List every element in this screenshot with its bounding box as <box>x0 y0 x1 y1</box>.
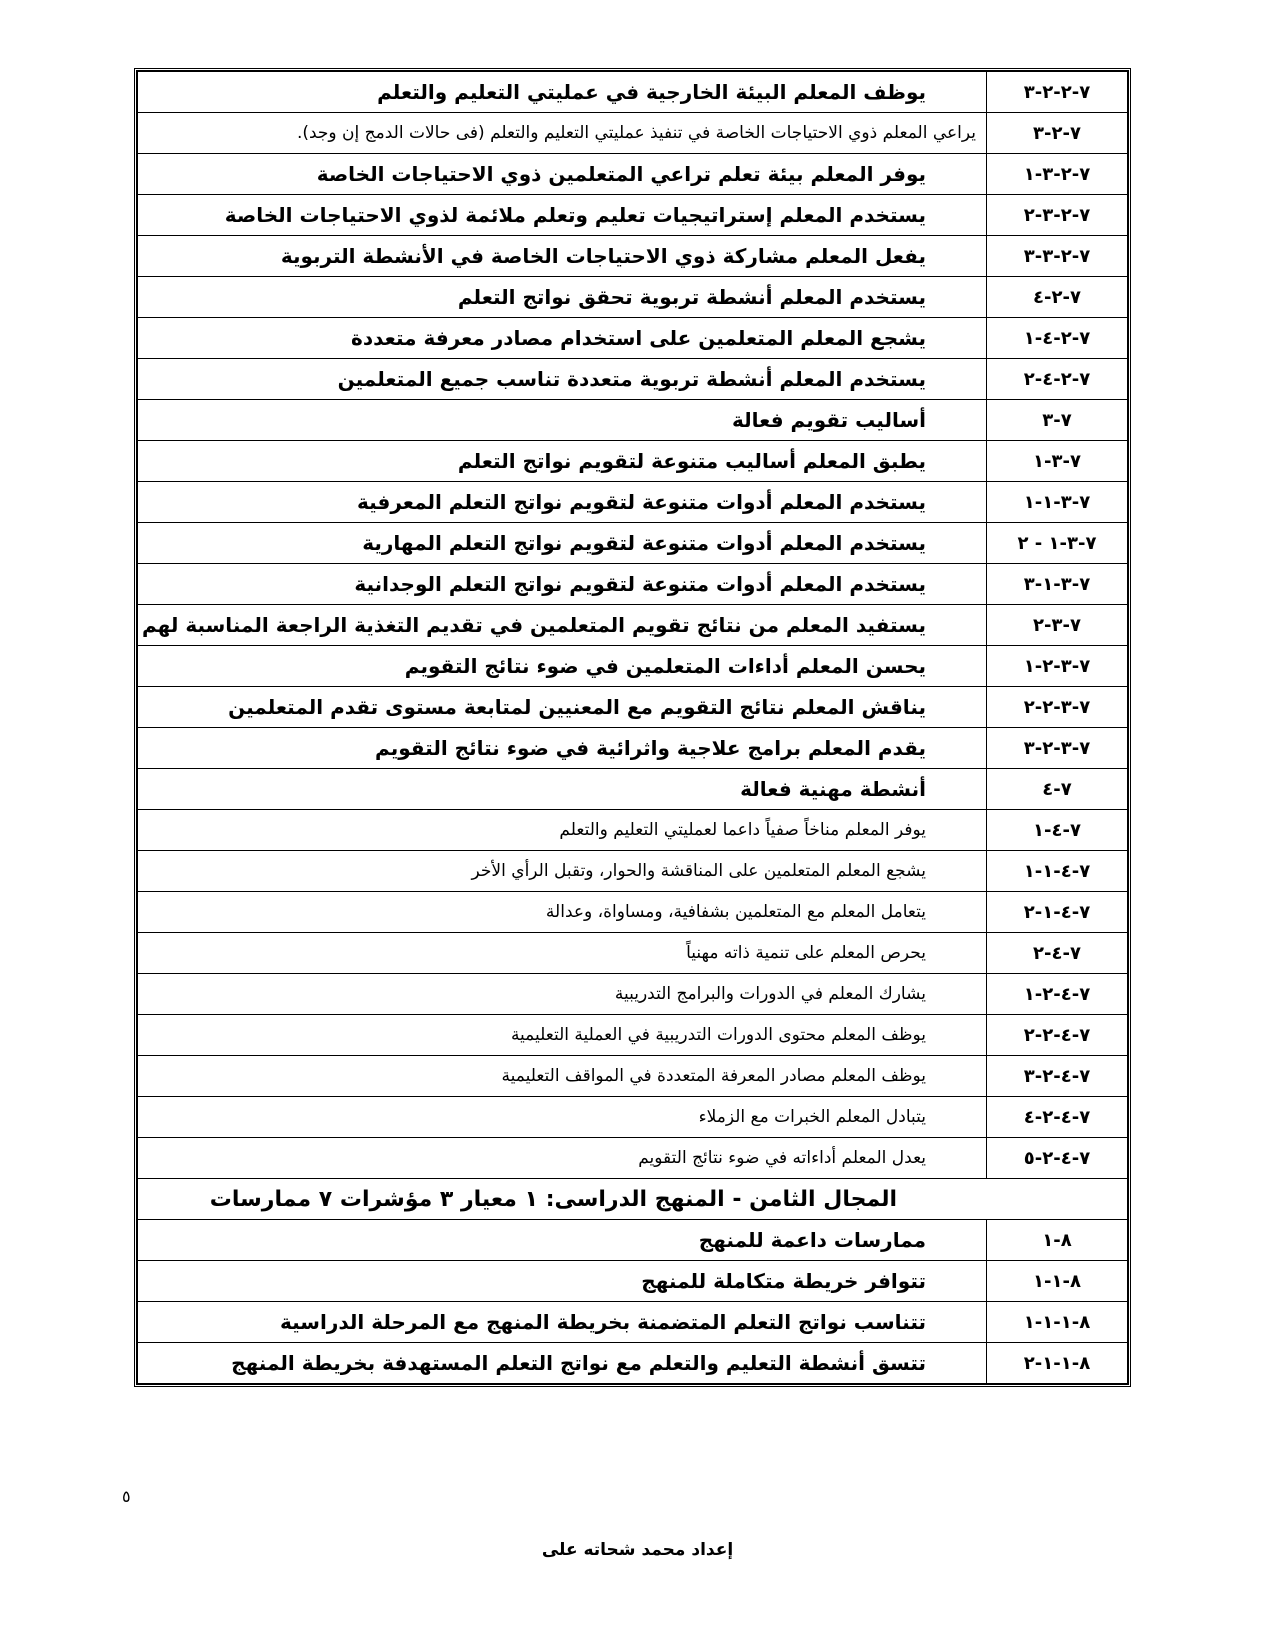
table-row <box>138 1015 1128 1056</box>
row-text: يوظف المعلم محتوى الدورات التدريبية في العملية التعليمية <box>138 1015 987 1056</box>
row-code: ٧-٢-٣-١ <box>987 154 1128 195</box>
row-code: ٨-١-١-٢ <box>987 1343 1128 1384</box>
row-text: يستفيد المعلم من نتائج تقويم المتعلمين في تقديم التغذية الراجعة المناسبة لهم <box>138 605 987 646</box>
table-row <box>138 277 1128 318</box>
row-text: أنشطة مهنية فعالة <box>138 769 987 810</box>
standards-table-frame <box>134 68 1131 1387</box>
row-text: يوفر المعلم بيئة تعلم تراعي المتعلمين ذوي الاحتياجات الخاصة <box>138 154 987 195</box>
row-code: ٨-١-١ <box>987 1261 1128 1302</box>
row-code: ٧-٤-٢-٥ <box>987 1138 1128 1179</box>
table-row <box>138 974 1128 1015</box>
table-row <box>138 851 1128 892</box>
row-text: يشجع المعلم المتعلمين على المناقشة والحوار، وتقبل الرأي الأخر <box>138 851 987 892</box>
table-row <box>138 769 1128 810</box>
row-text: يتعامل المعلم مع المتعلمين بشفافية، ومساواة، وعدالة <box>138 892 987 933</box>
row-text: أساليب تقويم فعالة <box>138 400 987 441</box>
table-row <box>138 1261 1128 1302</box>
row-code: ٧-٣-١ - ٢ <box>987 523 1128 564</box>
standards-table <box>137 71 1128 1384</box>
row-code: ٧-٢-٤-٢ <box>987 359 1128 400</box>
row-code: ٧-٣-٢-٢ <box>987 687 1128 728</box>
row-text: يقدم المعلم برامج علاجية واثرائية في ضوء نتائج التقويم <box>138 728 987 769</box>
row-text: يشجع المعلم المتعلمين على استخدام مصادر معرفة متعددة <box>138 318 987 359</box>
row-code: ٧-٣-٢-١ <box>987 646 1128 687</box>
row-code: ٧-٣-١-٣ <box>987 564 1128 605</box>
section-heading: المجال الثامن - المنهج الدراسى: ١ معيار ٣ مؤشرات ٧ ممارسات <box>138 1179 1128 1220</box>
row-text: يستخدم المعلم أنشطة تربوية تحقق نواتج التعلم <box>138 277 987 318</box>
row-text: يوظف المعلم مصادر المعرفة المتعددة في المواقف التعليمية <box>138 1056 987 1097</box>
row-text: يوظف المعلم البيئة الخارجية في عمليتي التعليم والتعلم <box>138 72 987 113</box>
table-row <box>138 482 1128 523</box>
row-code: ٧-٤-٢ <box>987 933 1128 974</box>
row-text: يعدل المعلم أداءاته في ضوء نتائج التقويم <box>138 1138 987 1179</box>
standards-table-body <box>138 72 1128 1384</box>
table-row <box>138 441 1128 482</box>
table-row <box>138 605 1128 646</box>
row-text: يستخدم المعلم أدوات متنوعة لتقويم نواتج التعلم الوجدانية <box>138 564 987 605</box>
row-text: يراعي المعلم ذوي الاحتياجات الخاصة في تنفيذ عمليتي التعليم والتعلم (فى حالات الدمج إن وجد). <box>138 113 987 154</box>
table-row <box>138 113 1128 154</box>
table-row <box>138 564 1128 605</box>
table-row <box>138 318 1128 359</box>
table-row <box>138 892 1128 933</box>
row-code: ٧-٤ <box>987 769 1128 810</box>
row-code: ٧-٣ <box>987 400 1128 441</box>
table-row <box>138 400 1128 441</box>
row-code: ٨-١-١-١ <box>987 1302 1128 1343</box>
row-text: يحسن المعلم أداءات المتعلمين في ضوء نتائج التقويم <box>138 646 987 687</box>
row-text: يستخدم المعلم أنشطة تربوية متعددة تناسب جميع المتعلمين <box>138 359 987 400</box>
footer-credit: إعداد محمد شحاته على <box>541 1540 734 1560</box>
table-row <box>138 154 1128 195</box>
row-code: ٧-٤-١-٢ <box>987 892 1128 933</box>
row-code: ٧-٣-٢ <box>987 605 1128 646</box>
row-text: يستخدم المعلم أدوات متنوعة لتقويم نواتج التعلم المهارية <box>138 523 987 564</box>
row-text: تتوافر خريطة متكاملة للمنهج <box>138 1261 987 1302</box>
row-code: ٧-٤-٢-٤ <box>987 1097 1128 1138</box>
table-row <box>138 195 1128 236</box>
row-code: ٧-٤-٢-٢ <box>987 1015 1128 1056</box>
table-row <box>138 236 1128 277</box>
row-code: ٧-٤-٢-١ <box>987 974 1128 1015</box>
row-code: ٧-٣-١ <box>987 441 1128 482</box>
section-heading-row <box>138 1179 1128 1220</box>
row-code: ٧-٢-٢-٣ <box>987 72 1128 113</box>
row-code: ٨-١ <box>987 1220 1128 1261</box>
row-code: ٧-٢-٣-٣ <box>987 236 1128 277</box>
row-code: ٧-٢-٣-٢ <box>987 195 1128 236</box>
row-text: يستخدم المعلم إستراتيجيات تعليم وتعلم ملائمة لذوي الاحتياجات الخاصة <box>138 195 987 236</box>
table-row <box>138 687 1128 728</box>
table-row <box>138 72 1128 113</box>
page-number: ٥ <box>122 1487 131 1506</box>
row-text: يحرص المعلم على تنمية ذاته مهنياً <box>138 933 987 974</box>
row-text: يستخدم المعلم أدوات متنوعة لتقويم نواتج التعلم المعرفية <box>138 482 987 523</box>
table-row <box>138 1302 1128 1343</box>
table-row <box>138 523 1128 564</box>
row-text: يتبادل المعلم الخبرات مع الزملاء <box>138 1097 987 1138</box>
row-text: تتسق أنشطة التعليم والتعلم مع نواتج التعلم المستهدفة بخريطة المنهج <box>138 1343 987 1384</box>
row-text: يفعل المعلم مشاركة ذوي الاحتياجات الخاصة في الأنشطة التربوية <box>138 236 987 277</box>
table-row <box>138 646 1128 687</box>
row-text: ممارسات داعمة للمنهج <box>138 1220 987 1261</box>
row-code: ٧-٢-٤ <box>987 277 1128 318</box>
row-text: يوفر المعلم مناخاً صفياً داعما لعمليتي التعليم والتعلم <box>138 810 987 851</box>
table-row <box>138 359 1128 400</box>
row-code: ٧-٢-٤-١ <box>987 318 1128 359</box>
row-text: يناقش المعلم نتائج التقويم مع المعنيين لمتابعة مستوى تقدم المتعلمين <box>138 687 987 728</box>
row-code: ٧-٤-١ <box>987 810 1128 851</box>
row-code: ٧-٢-٣ <box>987 113 1128 154</box>
row-text: تتناسب نواتج التعلم المتضمنة بخريطة المنهج مع المرحلة الدراسية <box>138 1302 987 1343</box>
table-row <box>138 933 1128 974</box>
row-code: ٧-٤-١-١ <box>987 851 1128 892</box>
table-row <box>138 1138 1128 1179</box>
table-row <box>138 1343 1128 1384</box>
row-code: ٧-٣-٢-٣ <box>987 728 1128 769</box>
table-row <box>138 728 1128 769</box>
table-row <box>138 1097 1128 1138</box>
table-row <box>138 1056 1128 1097</box>
row-text: يشارك المعلم في الدورات والبرامج التدريبية <box>138 974 987 1015</box>
row-code: ٧-٣-١-١ <box>987 482 1128 523</box>
row-text: يطبق المعلم أساليب متنوعة لتقويم نواتج التعلم <box>138 441 987 482</box>
row-code: ٧-٤-٢-٣ <box>987 1056 1128 1097</box>
table-row <box>138 1220 1128 1261</box>
table-row <box>138 810 1128 851</box>
